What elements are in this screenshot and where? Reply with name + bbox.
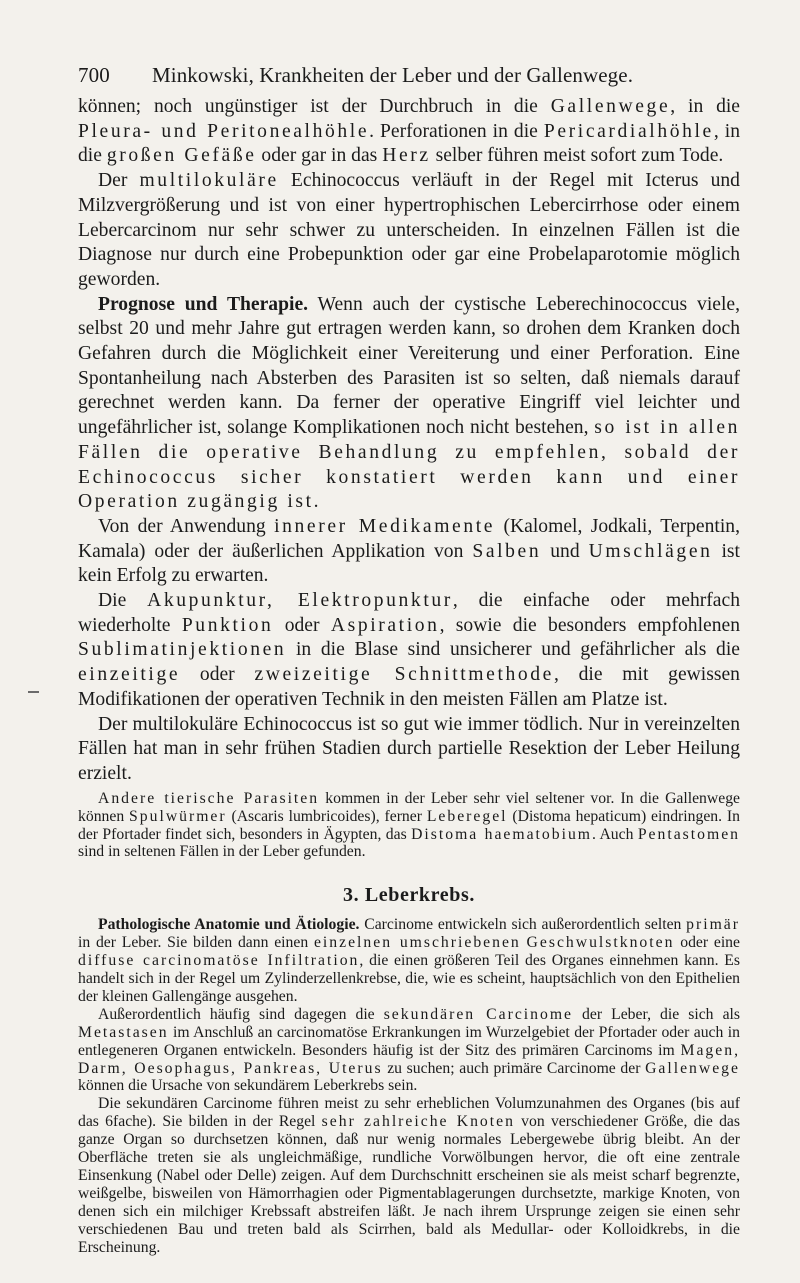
pathology-heading: Pathologische Anatomie und Ätiologie. [98,916,360,934]
running-header [78,62,738,88]
section-heading: 3. Leberkrebs. [343,884,475,907]
page-body [78,95,740,1257]
paragraph-secondary: Außerordentlich häufig sind dagegen die sekundären Carcinome der Leber, die sich als Metastasen im Anschluß an carcinomatöse Erkrankungen im Wurzelgebiet der Pfortader oder auch in entlegeneren Organen entwickeln. Besonders häufig ist der Sitz des primären Carcinoms im Magen, Darm, Oesophagus, Pankreas, Uterus zu suchen; auch primäre Carcinome der Gallenwege können die Ursache von sekundärem Leberkrebs sein. [78,1005,740,1095]
paragraph-other-parasites: Andere tierische Parasiten kommen in der Leber sehr viel seltener vor. In die Gallenwege können Spulwürmer (Ascaris lumbricoides), ferner Leberegel (Distoma hepaticum) eindringen. In der Pfortader findet sich, besonders in Ägypten, das Distoma haematobium. Auch Pentastomen sind in seltenen Fällen in der Leber gefunden. [78,789,740,861]
paragraph-medication: Von der Anwendung innerer Medikamente (Kalomel, Jodkali, Terpentin, Kamala) oder der äußerlichen Applikation von Salben und Umschlägen ist kein Erfolg zu erwarten. [78,515,740,587]
cancer-section [78,916,740,1256]
paragraph-volume: Die sekundären Carcinome führen meist zu sehr erheblichen Volumzunahmen des Organes (bis auf das 6fache). Sie bilden in der Regel sehr zahlreiche Knoten von verschiedener Größe, die das ganze Organ so durchsetzen können, daß nur wenig normales Lebergewebe übrig bleibt. An der Oberfläche treten sie als ungleichmäßige, rundliche Vorwölbungen hervor, die oft eine zentrale Einsenkung (Nabel oder Delle) zeigen. Auf dem Durchschnitt erscheinen sie als meist scharf begrenzte, weißgelbe, bisweilen von Hämorrhagien oder Pigmentablagerungen durchsetzte, markige Knoten, von denen sich ein milchiger Krebssaft abstreifen läßt. Je nach ihrem Ursprunge zeigen sie einen sehr verschiedenen Bau und treten bald als Scirrhen, bald als Medullar- oder Kolloidkrebs, in die Erscheinung. [78,1095,740,1256]
paragraph-prognosis: Prognose und Therapie. Wenn auch der cystische Leberechinococcus viele, selbst 20 und mehr Jahre gut ertragen werden kann, so drohen dem Kranken doch Gefahren durch die Möglichkeit einer Vereiterung und einer Perforation. Eine Spontanheilung nach Absterben des Parasiten ist so selten, daß niemals darauf gerechnet werden kann. Da ferner der operative Eingriff viel leichter und ungefährlicher ist, solange Komplikationen noch nicht bestehen, so ist in allen Fällen die operative Behandlung zu empfehlen, sobald der Echinococcus sicher konstatiert werden kann und einer Operation zugängig ist. [78,293,741,513]
small-print-note [78,790,740,862]
prognosis-heading: Prognose und Therapie. [98,293,309,315]
paragraph-puncture: Die Akupunktur, Elektropunktur, die einfache oder mehrfach wiederholte Punktion oder Aspiration, sowie die besonders empfohlenen Sublimatinjektionen in die Blase sind unsicherer und gefährlicher als die einzeitige oder zweizeitige Schnittmethode, die mit gewissen Modifikationen der operativen Technik in den meisten Fällen am Platze ist. [78,590,740,710]
paragraph-fatal: Der multilokuläre Echinococcus ist so gut wie immer tödlich. Nur in vereinzelten Fällen hat man in sehr frühen Stadien durch partielle Resektion der Leber Heilung erzielt. [78,713,740,784]
margin-mark [28,691,39,693]
page-number: 700 [78,63,110,87]
paragraph-perforation: können; noch ungünstiger ist der Durchbruch in die Gallenwege, in die Pleura- und Peritonealhöhle. Perforationen in die Pericardialhöhle, in die großen Gefäße oder gar in das Herz selber führen meist sofort zum Tode. [78,96,741,167]
paragraph-multilocular: Der multilokuläre Echinococcus verläuft in der Regel mit Icterus und Milzvergrößerung und ist von einer hypertrophischen Lebercirrhose oder einem Lebercarcinom nur sehr schwer zu unterscheiden. In einzelnen Fällen ist die Diagnose nur durch eine Probepunktion oder gar eine Probelaparotomie möglich geworden. [78,170,740,290]
large-print-section [78,95,740,787]
paragraph-pathology: Pathologische Anatomie und Ätiologie. Carcinome entwickeln sich außerordentlich selten primär in der Leber. Sie bilden dann einen einzelnen umschriebenen Geschwulstknoten oder eine diffuse carcinomatöse Infiltration, die einen größeren Teil des Organes einnehmen kann. Es handelt sich in der Regel um Zylinderzellenkrebse, die, wie es scheint, hauptsächlich von den Epithelien der kleinen Gallengänge ausgehen. [78,916,740,1005]
running-title: Minkowski, Krankheiten der Leber und der Gallenwege. [152,63,634,87]
